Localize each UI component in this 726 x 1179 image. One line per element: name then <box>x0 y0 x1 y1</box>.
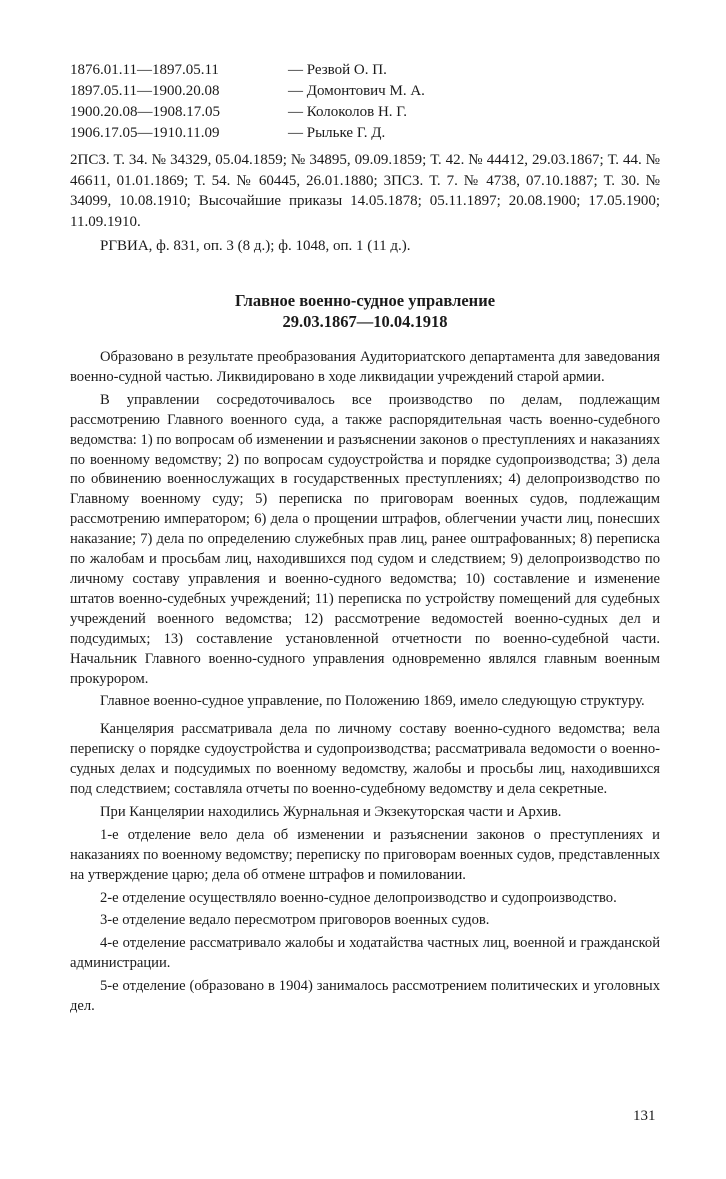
section-dates: 29.03.1867—10.04.1918 <box>282 312 448 331</box>
director-row <box>70 102 660 123</box>
paragraph: 1-е отделение вело дела об изменении и разъяснении законов о преступлениях и наказаниях по военному ведомству; переписку по приговорам военных судов, представленных на утверждение царю; дела об отмене штрафов и помиловании. <box>70 826 660 883</box>
paragraph: При Канцелярии находились Журнальная и Экзекуторская части и Архив. <box>100 803 562 820</box>
section-title: Главное военно-судное управление <box>234 291 496 310</box>
director-row <box>70 81 660 102</box>
directors-list <box>70 60 660 144</box>
director-name: — Рыльке Г. Д. <box>288 125 386 141</box>
paragraph: 3-е отделение ведало пересмотром приговоров военных судов. <box>100 912 490 929</box>
director-row <box>70 123 660 144</box>
paragraph: 5-е отделение (образовано в 1904) занималось рассмотрением политических и уголовных дел. <box>70 978 660 1015</box>
paragraph: Канцелярия рассматривала дела по личному составу военно-судного ведомства; вела переписку о порядке судоустройства и судопроизводства; рассматривала ведомости о военно-судных делах и подсудимых по военному ведомству, жалобы и просьбы лиц, находившихся под следствием; составляла отчеты по военно-судебному ведомству и дела секретные. <box>70 721 660 798</box>
page-number: 131 <box>633 1108 656 1124</box>
paragraph: В управлении сосредоточивалось все производство по делам, подлежащим рассмотрению Главного военного суда, а также распорядительная часть военно-судебного ведомства: 1) по вопросам об изменении и разъяснении законов о преступлениях и наказаниях по военному ведомству; 2) по вопросам судоустройства и порядке судопроизводства; 3) дела по обвинению военнослужащих в государственных преступлениях; 4) делопроизводство по Главному военному суду; 5) переписка по приговорам военных судов, подлежащим рассмотрению императором; 6) дела о прощении штрафов, облегчении участи лиц, понесших наказание; 7) дела по определению служебных прав лиц, ранее оштрафованных; 8) переписка по жалобам и просьбам лиц, находившихся под судом и следствием; 9) делопроизводство по личному составу управления и военно-судного ведомства; 10) составление и изменение штатов военно-судебных учреждений; 11) переписка по устройству помещений для судебных учреждений военного ведомства; 12) рассмотрение ведомостей военно-судных дел и подсудимых; 13) составление установленной отчетности по военно-судебной части. Начальник Главного военно-судного управления одновременно являлся главным военным прокурором. <box>70 391 660 687</box>
paragraph: 4-е отделение рассматривало жалобы и ходатайства частных лиц, военной и гражданской администрации. <box>70 935 660 972</box>
paragraph: 2-е отделение осуществляло военно-судное делопроизводство и судопроизводство. <box>100 889 617 906</box>
director-dates: 1876.01.11—1897.05.11 <box>70 62 219 78</box>
legal-sources: 2ПСЗ. Т. 34. № 34329, 05.04.1859; № 34895, 09.09.1859; Т. 42. № 44412, 29.03.1867; Т. 44. № 46611, 01.01.1869; Т. 54. № 60445, 26.01.1880; 3ПСЗ. Т. 7. № 4738, 07.10.1887; Т. 30. № 34099, 10.08.1910; Высочайшие приказы 14.05.1878; 05.11.1897; 20.08.1900; 17.05.1900; 11.09.1910. <box>70 152 660 230</box>
paragraph: Главное военно-судное управление, по Положению 1869, имело следующую структуру. <box>100 693 645 710</box>
section-body <box>70 348 660 1020</box>
director-dates: 1900.20.08—1908.17.05 <box>70 104 220 120</box>
director-name: — Резвой О. П. <box>288 62 387 78</box>
paragraph: Образовано в результате преобразования Аудиториатского департамента для заведования военно-судной частью. Ликвидировано в ходе ликвидации учреждений старой армии. <box>70 349 660 385</box>
director-name: — Колоколов Н. Г. <box>288 104 408 120</box>
section-heading <box>70 290 660 332</box>
director-row <box>70 60 660 81</box>
archive-reference: РГВИА, ф. 831, оп. 3 (8 д.); ф. 1048, оп. 1 (11 д.). <box>100 238 411 254</box>
director-name: — Домонтович М. А. <box>288 83 425 99</box>
director-dates: 1906.17.05—1910.11.09 <box>70 125 220 141</box>
director-dates: 1897.05.11—1900.20.08 <box>70 83 220 99</box>
